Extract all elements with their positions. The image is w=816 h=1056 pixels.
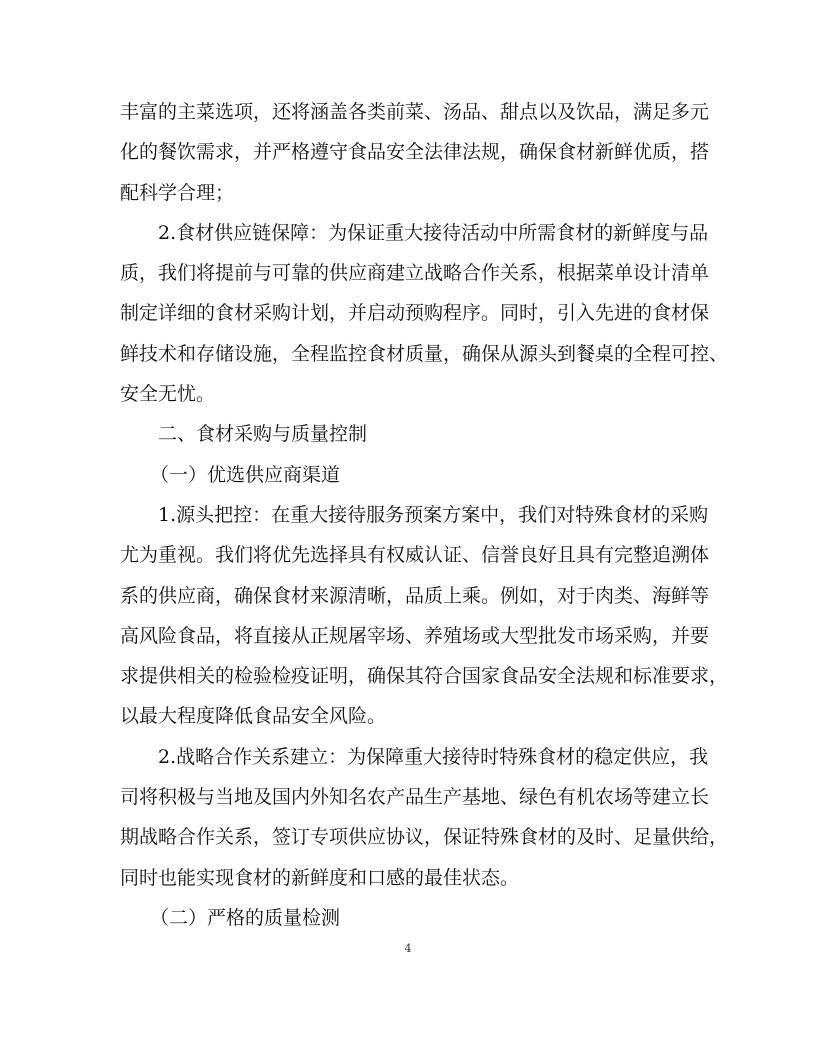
text-line: 司将积极与当地及国内外知名农产品生产基地、绿色有机农场等建立长 xyxy=(120,786,710,809)
text-line: 同时也能实现食材的新鲜度和口感的最佳状态。 xyxy=(120,866,520,889)
section-heading: 二、食材采购与质量控制 xyxy=(158,423,368,446)
page-number: 4 xyxy=(404,942,412,955)
text-line: 系的供应商，确保食材来源清晰，品质上乘。例如，对于肉类、海鲜等 xyxy=(120,584,710,607)
text-line: 高风险食品，将直接从正规屠宰场、养殖场或大型批发市场采购，并要 xyxy=(120,624,710,647)
document-body xyxy=(120,92,729,938)
text-line: 鲜技术和存储设施，全程监控食材质量，确保从源头到餐桌的全程可控、 xyxy=(120,342,729,365)
text-line: 配科学合理； xyxy=(120,181,235,204)
text-line: 制定详细的食材采购计划，并启动预购程序。同时，引入先进的食材保 xyxy=(120,302,710,325)
text-line: 化的餐饮需求，并严格遵守食品安全法律法规，确保食材新鲜优质，搭 xyxy=(120,141,710,164)
text-line: 尤为重视。我们将优先选择具有权威认证、信誉良好且具有完整追溯体 xyxy=(120,544,710,567)
subsection-heading: （二）严格的质量检测 xyxy=(150,906,341,929)
text-line: 2.战略合作关系建立：为保障重大接待时特殊食材的稳定供应，我 xyxy=(158,745,709,768)
text-line: 求提供相关的检验检疫证明，确保其符合国家食品安全法规和标准要求， xyxy=(120,665,729,688)
text-line: 质，我们将提前与可靠的供应商建立战略合作关系，根据菜单设计清单 xyxy=(120,262,710,285)
text-line: 1.源头把控：在重大接待服务预案方案中，我们对特殊食材的采购 xyxy=(158,503,709,526)
subsection-heading: （一）优选供应商渠道 xyxy=(150,463,341,486)
text-line: 以最大程度降低食品安全风险。 xyxy=(120,705,387,728)
text-line: 安全无忧。 xyxy=(120,383,216,406)
text-line: 丰富的主菜选项，还将涵盖各类前菜、汤品、甜点以及饮品，满足多元 xyxy=(120,101,710,123)
text-line: 期战略合作关系，签订专项供应协议，保证特殊食材的及时、足量供给， xyxy=(120,826,729,849)
text-line: 2.食材供应链保障：为保证重大接待活动中所需食材的新鲜度与品 xyxy=(158,221,709,244)
